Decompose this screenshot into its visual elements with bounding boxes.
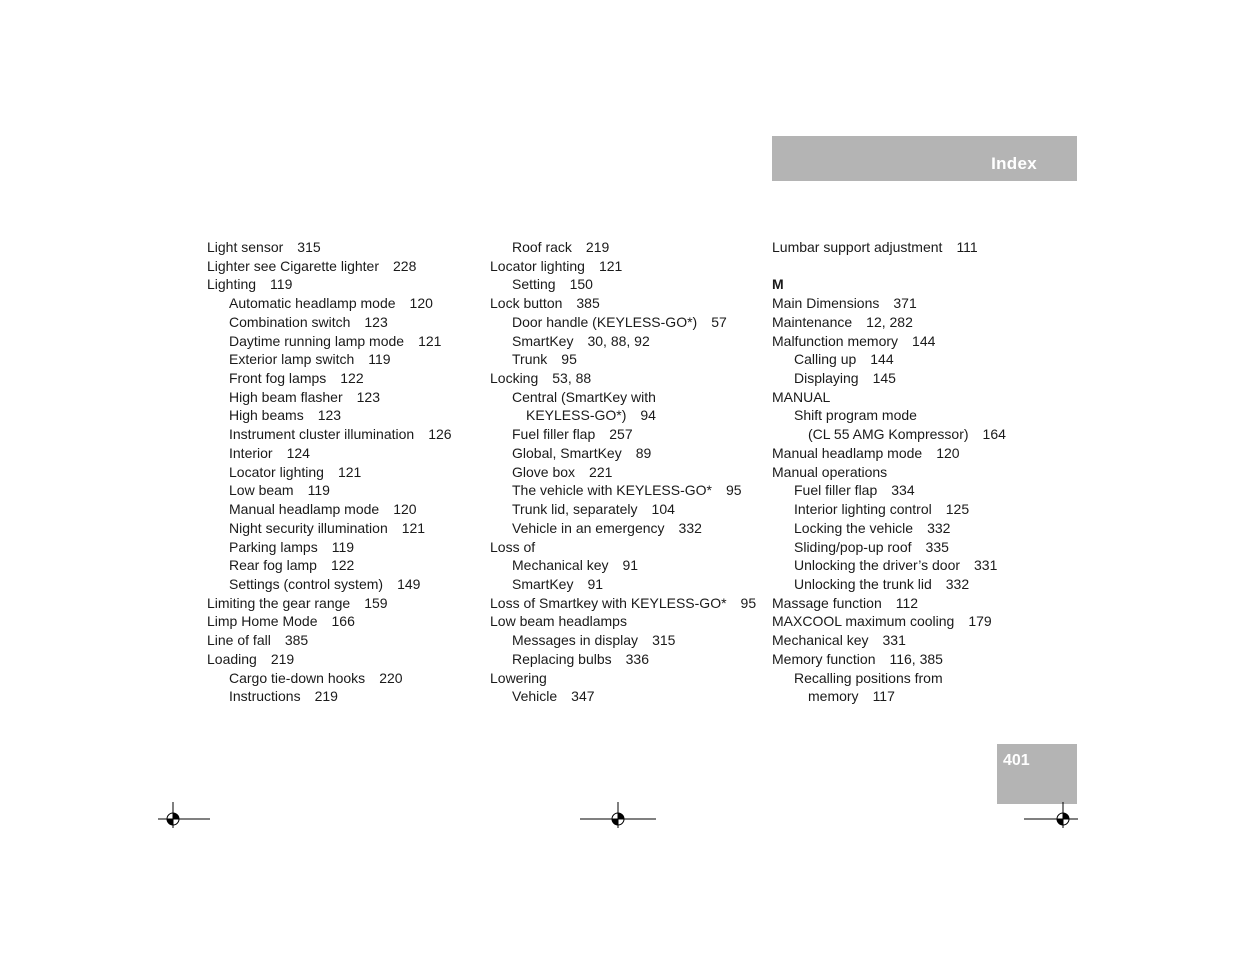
index-term: Mechanical key bbox=[772, 632, 869, 649]
index-page-ref[interactable]: 120 bbox=[393, 501, 417, 518]
index-entry bbox=[490, 257, 756, 276]
section-header-bar bbox=[772, 136, 1077, 181]
index-entry bbox=[490, 275, 756, 294]
index-entry bbox=[772, 463, 1006, 482]
index-page-ref[interactable]: 124 bbox=[286, 444, 310, 461]
index-page-ref[interactable]: 149 bbox=[397, 575, 421, 592]
index-term: Loss of Smartkey with KEYLESS-GO* bbox=[490, 594, 727, 611]
index-term: Rear fog lamp bbox=[229, 557, 317, 574]
index-term: Recalling positions from bbox=[794, 669, 943, 686]
index-entry bbox=[772, 650, 1006, 669]
index-page-ref[interactable]: 385 bbox=[576, 295, 600, 312]
index-entry bbox=[207, 350, 452, 369]
index-page-ref[interactable]: 30, 88, 92 bbox=[587, 332, 650, 349]
index-page-ref[interactable]: 119 bbox=[307, 482, 330, 499]
index-term: Exterior lamp switch bbox=[229, 351, 355, 368]
index-entry bbox=[490, 388, 756, 407]
index-page-ref[interactable]: 315 bbox=[297, 239, 321, 255]
index-term: Loading bbox=[207, 650, 257, 667]
index-page-ref[interactable]: 144 bbox=[870, 351, 894, 368]
index-term: Lighting bbox=[207, 276, 257, 293]
index-page-ref[interactable]: 219 bbox=[270, 650, 295, 667]
index-term: Unlocking the driver’s door bbox=[794, 557, 961, 574]
index-entry bbox=[207, 444, 452, 463]
index-term: Main Dimensions bbox=[772, 295, 880, 312]
index-term: Settings (control system) bbox=[229, 575, 384, 592]
index-entry bbox=[490, 631, 756, 650]
index-page-ref[interactable]: 145 bbox=[872, 370, 896, 387]
index-term: Vehicle in an emergency bbox=[512, 519, 665, 536]
index-entry bbox=[490, 575, 756, 594]
index-term: Limp Home Mode bbox=[207, 613, 318, 630]
index-entry bbox=[772, 481, 1006, 500]
crop-mark-left-icon bbox=[156, 800, 212, 830]
index-entry bbox=[490, 556, 756, 575]
index-term: Trunk bbox=[512, 351, 548, 368]
index-entry bbox=[490, 463, 756, 482]
index-page-ref[interactable]: 332 bbox=[945, 575, 970, 592]
crop-mark-center-icon bbox=[578, 800, 658, 830]
index-term: SmartKey bbox=[512, 575, 574, 592]
index-term: Vehicle bbox=[512, 688, 558, 705]
index-term: Daytime running lamp mode bbox=[229, 332, 405, 349]
index-entry bbox=[207, 238, 452, 257]
index-page-ref[interactable]: 111 bbox=[956, 239, 978, 255]
index-entry bbox=[207, 332, 452, 351]
index-entry bbox=[207, 257, 452, 276]
index-term: Replacing bulbs bbox=[512, 650, 612, 667]
index-entry bbox=[490, 687, 756, 706]
index-entry bbox=[207, 519, 452, 538]
index-term: SmartKey bbox=[512, 332, 574, 349]
index-page-ref[interactable]: 121 bbox=[337, 463, 362, 480]
index-entry bbox=[772, 332, 1006, 351]
index-term: Low beam headlamps bbox=[490, 613, 627, 630]
index-entry bbox=[207, 275, 452, 294]
index-page-ref[interactable]: 331 bbox=[882, 632, 906, 649]
index-term: Memory function bbox=[772, 650, 876, 667]
index-term: Loss of bbox=[490, 538, 536, 555]
index-entry bbox=[490, 669, 756, 688]
index-page-ref[interactable]: 122 bbox=[330, 557, 355, 574]
index-term: Lowering bbox=[490, 669, 547, 686]
index-entry bbox=[772, 519, 1006, 538]
index-term: Locator lighting bbox=[490, 257, 585, 274]
index-entry bbox=[772, 313, 1006, 332]
index-entry bbox=[772, 406, 1006, 425]
index-term: Low beam bbox=[229, 482, 294, 499]
index-entry bbox=[772, 294, 1006, 313]
index-term: Door handle (KEYLESS-GO*) bbox=[512, 313, 698, 330]
index-entry bbox=[207, 388, 452, 407]
index-page-ref[interactable]: 95 bbox=[561, 351, 577, 368]
index-entry bbox=[772, 669, 1006, 688]
index-entry bbox=[772, 687, 1006, 706]
index-page-ref[interactable]: 121 bbox=[401, 519, 426, 536]
index-term: memory bbox=[808, 688, 859, 705]
index-term: Front fog lamps bbox=[229, 370, 327, 387]
index-page-ref[interactable]: 94 bbox=[640, 407, 656, 424]
index-term: Massage function bbox=[772, 594, 882, 611]
index-page-ref[interactable]: 119 bbox=[368, 351, 391, 368]
index-page-ref[interactable]: 166 bbox=[331, 613, 355, 630]
index-term: Shift program mode bbox=[794, 407, 917, 424]
index-entry bbox=[772, 500, 1006, 519]
index-term: Manual operations bbox=[772, 463, 888, 480]
index-term: Displaying bbox=[794, 370, 859, 387]
index-term: MAXCOOL maximum cooling bbox=[772, 613, 955, 630]
index-term: Fuel filler flap bbox=[512, 426, 596, 443]
index-page-ref[interactable]: 57 bbox=[711, 313, 727, 330]
index-entry bbox=[207, 481, 452, 500]
index-entry bbox=[207, 406, 452, 425]
index-page-ref[interactable]: 95 bbox=[740, 594, 757, 611]
index-term: Locking the vehicle bbox=[794, 519, 914, 536]
index-entry bbox=[772, 444, 1006, 463]
index-page-ref[interactable]: 144 bbox=[912, 332, 936, 349]
index-term: Instructions bbox=[229, 688, 301, 705]
index-entry bbox=[490, 332, 756, 351]
index-entry bbox=[207, 463, 452, 482]
index-entry bbox=[207, 313, 452, 332]
index-term: Central (SmartKey with bbox=[512, 388, 656, 405]
index-entry bbox=[207, 669, 452, 688]
index-entry bbox=[490, 294, 756, 313]
index-entry bbox=[490, 538, 756, 557]
index-page-ref[interactable]: 332 bbox=[678, 519, 702, 536]
index-entry bbox=[772, 369, 1006, 388]
index-term: Unlocking the trunk lid bbox=[794, 575, 932, 592]
index-page-ref[interactable]: 104 bbox=[651, 501, 675, 518]
index-term: Combination switch bbox=[229, 313, 351, 330]
index-page-ref[interactable]: 219 bbox=[314, 688, 338, 705]
index-term: Lighter see Cigarette lighter bbox=[207, 257, 379, 274]
index-page-ref[interactable]: 120 bbox=[936, 444, 960, 461]
index-entry bbox=[490, 519, 756, 538]
index-page-ref[interactable]: 121 bbox=[418, 332, 442, 349]
index-term: Manual headlamp mode bbox=[229, 501, 380, 518]
index-term: The vehicle with KEYLESS-GO* bbox=[512, 482, 712, 499]
index-term: Automatic headlamp mode bbox=[229, 295, 396, 312]
index-page-ref[interactable]: 91 bbox=[587, 575, 604, 592]
index-page-ref[interactable]: 53, 88 bbox=[552, 370, 592, 387]
index-page-ref[interactable]: 221 bbox=[589, 463, 613, 480]
index-page-ref[interactable]: 95 bbox=[725, 482, 742, 499]
index-page-ref[interactable]: 179 bbox=[968, 613, 992, 630]
index-page-ref[interactable]: 315 bbox=[652, 632, 676, 649]
index-page-ref[interactable]: 123 bbox=[364, 313, 388, 330]
index-entry bbox=[772, 631, 1006, 650]
index-term: MANUAL bbox=[772, 388, 831, 405]
index-term: Locator lighting bbox=[229, 463, 324, 480]
index-term: Calling up bbox=[794, 351, 857, 368]
index-term: Lumbar support adjustment bbox=[772, 239, 943, 255]
index-term: Setting bbox=[512, 276, 556, 293]
index-page-ref[interactable]: 371 bbox=[893, 295, 917, 312]
index-term: Lock button bbox=[490, 295, 563, 312]
index-entry bbox=[772, 425, 1006, 444]
index-entry bbox=[490, 444, 756, 463]
index-entry bbox=[207, 612, 452, 631]
index-term: Night security illumination bbox=[229, 519, 388, 536]
index-page-ref[interactable]: 385 bbox=[284, 632, 309, 649]
index-entry bbox=[490, 369, 756, 388]
index-page-ref[interactable]: 126 bbox=[428, 426, 452, 443]
index-entry bbox=[772, 594, 1006, 613]
index-page-ref[interactable]: 159 bbox=[364, 594, 388, 611]
index-entry bbox=[207, 594, 452, 613]
index-page-ref[interactable]: 120 bbox=[409, 295, 433, 312]
index-column-2 bbox=[490, 238, 756, 706]
index-entry bbox=[490, 612, 756, 631]
index-term: Global, SmartKey bbox=[512, 444, 622, 461]
index-page-ref[interactable]: 332 bbox=[927, 519, 951, 536]
index-page-ref[interactable]: 121 bbox=[598, 257, 623, 274]
index-term: Messages in display bbox=[512, 632, 639, 649]
index-term: KEYLESS-GO*) bbox=[526, 407, 627, 424]
index-page-ref[interactable]: 116, 385 bbox=[889, 650, 943, 667]
index-entry bbox=[772, 238, 1006, 257]
index-page-ref[interactable]: 123 bbox=[317, 407, 342, 424]
index-term: Light sensor bbox=[207, 239, 284, 255]
index-page-ref[interactable]: 331 bbox=[974, 557, 998, 574]
index-page-ref[interactable]: 257 bbox=[609, 426, 633, 443]
index-entry bbox=[490, 650, 756, 669]
index-term: Sliding/pop-up roof bbox=[794, 538, 912, 555]
index-entry bbox=[490, 313, 756, 332]
index-entry bbox=[207, 575, 452, 594]
index-entry bbox=[772, 575, 1006, 594]
index-term: Malfunction memory bbox=[772, 332, 899, 349]
index-term: High beam flasher bbox=[229, 388, 343, 405]
index-page-ref[interactable]: 347 bbox=[571, 688, 595, 705]
index-entry bbox=[207, 687, 452, 706]
index-page-ref[interactable]: 119 bbox=[270, 276, 293, 293]
index-page-ref[interactable]: 334 bbox=[891, 482, 915, 499]
index-term: Glove box bbox=[512, 463, 576, 480]
index-term: Mechanical key bbox=[512, 557, 609, 574]
index-entry bbox=[207, 369, 452, 388]
index-entry bbox=[490, 350, 756, 369]
index-page-ref[interactable]: 164 bbox=[982, 426, 1006, 443]
index-term: High beams bbox=[229, 407, 304, 424]
page-number: 401 bbox=[1003, 752, 1030, 769]
index-spacer bbox=[772, 257, 1006, 276]
index-term: Interior bbox=[229, 444, 273, 461]
index-entry bbox=[490, 406, 756, 425]
index-page-ref[interactable]: 12, 282 bbox=[866, 313, 913, 330]
index-entry bbox=[207, 294, 452, 313]
index-letter-heading: M bbox=[772, 276, 784, 293]
index-term: Cargo tie-down hooks bbox=[229, 669, 366, 686]
index-term: Trunk lid, separately bbox=[512, 501, 638, 518]
index-page-ref[interactable]: 336 bbox=[625, 650, 649, 667]
index-term: Maintenance bbox=[772, 313, 853, 330]
index-term: Limiting the gear range bbox=[207, 594, 351, 611]
index-column-1 bbox=[207, 238, 452, 706]
index-column-3 bbox=[772, 238, 1006, 706]
index-entry bbox=[207, 500, 452, 519]
index-page-ref[interactable]: 150 bbox=[569, 276, 593, 293]
index-entry bbox=[490, 238, 756, 257]
index-page-ref[interactable]: 335 bbox=[925, 538, 949, 555]
index-entry bbox=[207, 425, 452, 444]
index-entry bbox=[490, 500, 756, 519]
index-page-ref[interactable]: 125 bbox=[945, 501, 970, 518]
index-entry bbox=[207, 650, 452, 669]
index-term: Locking bbox=[490, 370, 539, 387]
crop-mark-right-icon bbox=[1022, 800, 1080, 830]
index-entry bbox=[772, 556, 1006, 575]
index-term: Fuel filler flap bbox=[794, 482, 878, 499]
index-term: Roof rack bbox=[512, 239, 572, 255]
index-entry bbox=[207, 538, 452, 557]
index-page-ref[interactable]: 117 bbox=[872, 688, 895, 705]
index-entry bbox=[490, 425, 756, 444]
section-title: Index bbox=[991, 154, 1037, 173]
index-entry bbox=[490, 594, 756, 613]
index-page-ref[interactable]: 220 bbox=[379, 669, 403, 686]
index-entry bbox=[772, 388, 1006, 407]
index-entry bbox=[772, 538, 1006, 557]
index-page-ref[interactable]: 122 bbox=[340, 370, 364, 387]
index-entry bbox=[490, 481, 756, 500]
index-entry bbox=[772, 612, 1006, 631]
index-term: Line of fall bbox=[207, 632, 271, 649]
index-entry bbox=[207, 556, 452, 575]
index-term: Instrument cluster illumination bbox=[229, 426, 415, 443]
page-number-tab bbox=[997, 744, 1077, 804]
index-page-ref[interactable]: 219 bbox=[585, 239, 610, 255]
index-page-ref[interactable]: 112 bbox=[895, 594, 919, 611]
index-term: Parking lamps bbox=[229, 538, 318, 555]
index-entry bbox=[207, 631, 452, 650]
index-page-ref[interactable]: 91 bbox=[622, 557, 639, 574]
index-entry bbox=[772, 350, 1006, 369]
index-term: (CL 55 AMG Kompressor) bbox=[808, 426, 969, 443]
index-term: Manual headlamp mode bbox=[772, 444, 923, 461]
index-page-ref[interactable]: 228 bbox=[393, 257, 417, 274]
index-page-ref[interactable]: 119 bbox=[331, 538, 355, 555]
index-page-ref[interactable]: 123 bbox=[356, 388, 380, 405]
index-page-ref[interactable]: 89 bbox=[635, 444, 652, 461]
index-term: Interior lighting control bbox=[794, 501, 932, 518]
